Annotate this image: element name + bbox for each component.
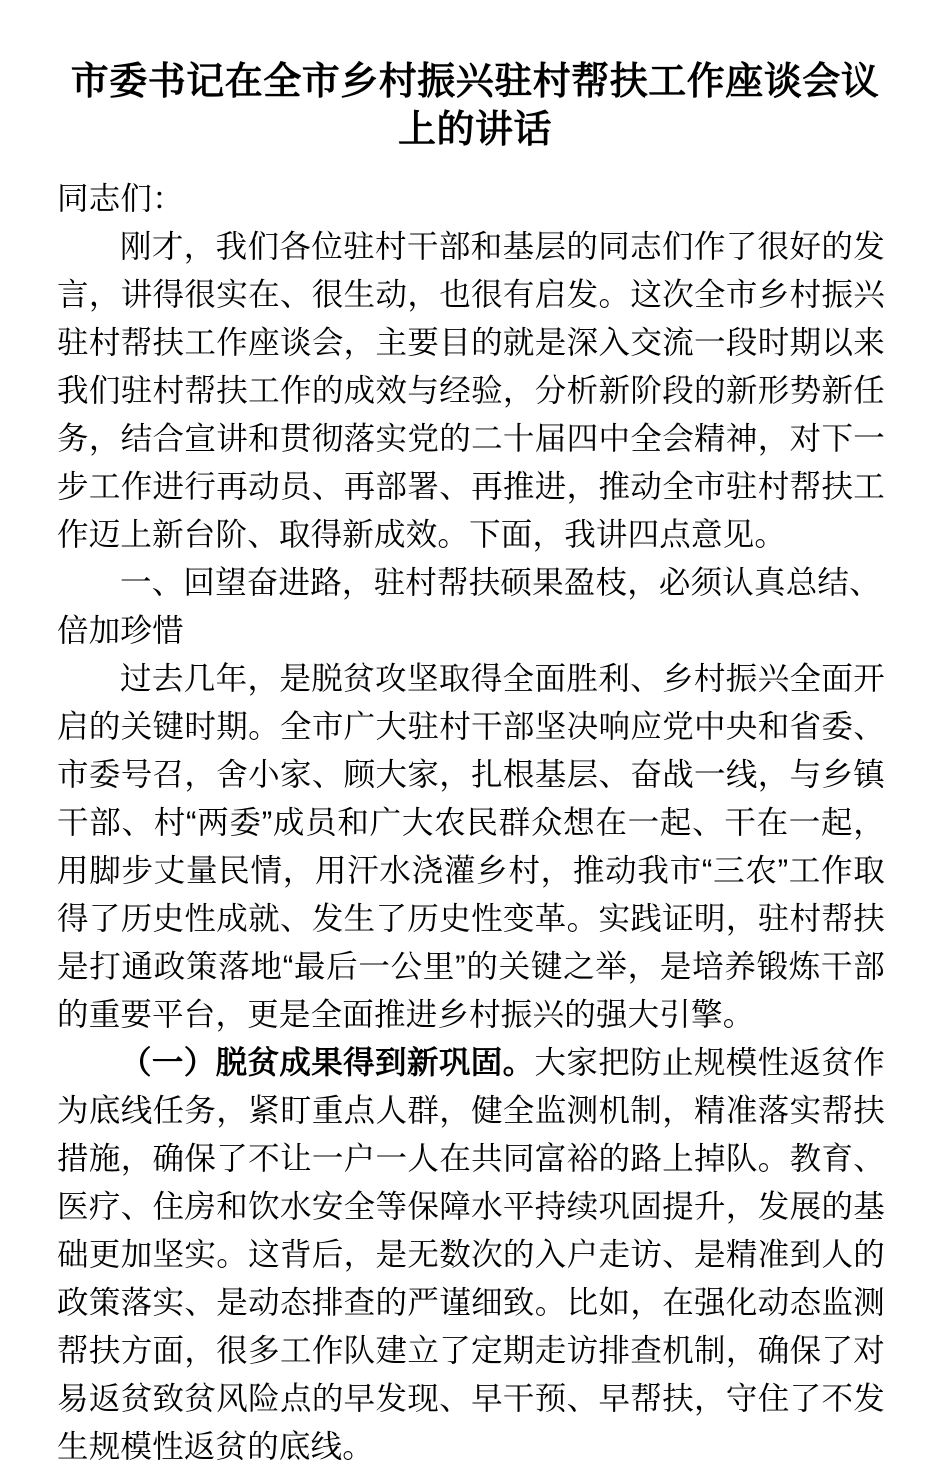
- salutation-line: 同志们：: [57, 180, 184, 216]
- paragraph-section-one-body: 过去几年，是脱贫攻坚取得全面胜利、乡村振兴全面开启的关键时期。全市广大驻村干部坚决响应党中央和省委、市委号召，舍小家、顾大家，扎根基层、奋战一线，与乡镇干部、村“两委”成员和广大农民群众想在一起、干在一起，用脚步丈量民情，用汗水浇灌乡村，推动我市“三农”工作取得了历史性成就、发生了历史性变革。实践证明，驻村帮扶是打通政策落地“最后一公里”的关键之举，是培养锻炼干部的重要平台，更是全面推进乡村振兴的强大引擎。: [57, 660, 885, 1032]
- section-heading-one: 一、回望奋进路，驻村帮扶硕果盈枝，必须认真总结、倍加珍惜: [57, 564, 881, 648]
- document-body: [0, 174, 950, 1470]
- paragraph-subsection-one: [57, 1038, 885, 1470]
- document-title: 市委书记在全市乡村振兴驻村帮扶工作座谈会议上的讲话: [70, 61, 880, 151]
- subsection-one-text: 大家把防止规模性返贫作为底线任务，紧盯重点人群，健全监测机制，精准落实帮扶措施，确保了不让一户一人在共同富裕的路上掉队。教育、医疗、住房和饮水安全等保障水平持续巩固提升，发展的基础更加坚实。这背后，是无数次的入户走访、是精准到人的政策落实、是动态排查的严谨细致。比如，在强化动态监测帮扶方面，很多工作队建立了定期走访排查机制，确保了对易返贫致贫风险点的早发现、早干预、早帮扶，守住了不发生规模性返贫的底线。: [57, 1044, 885, 1464]
- paragraph-opening: 刚才，我们各位驻村干部和基层的同志们作了很好的发言，讲得很实在、很生动，也很有启发。这次全市乡村振兴驻村帮扶工作座谈会，主要目的就是深入交流一段时期以来我们驻村帮扶工作的成效与经验，分析新阶段的新形势新任务，结合宣讲和贯彻落实党的二十届四中全会精神，对下一步工作进行再动员、再部署、再推进，推动全市驻村帮扶工作迈上新台阶、取得新成效。下面，我讲四点意见。: [57, 228, 885, 552]
- subsection-one-lead: （一）脱贫成果得到新巩固。: [120, 1044, 535, 1080]
